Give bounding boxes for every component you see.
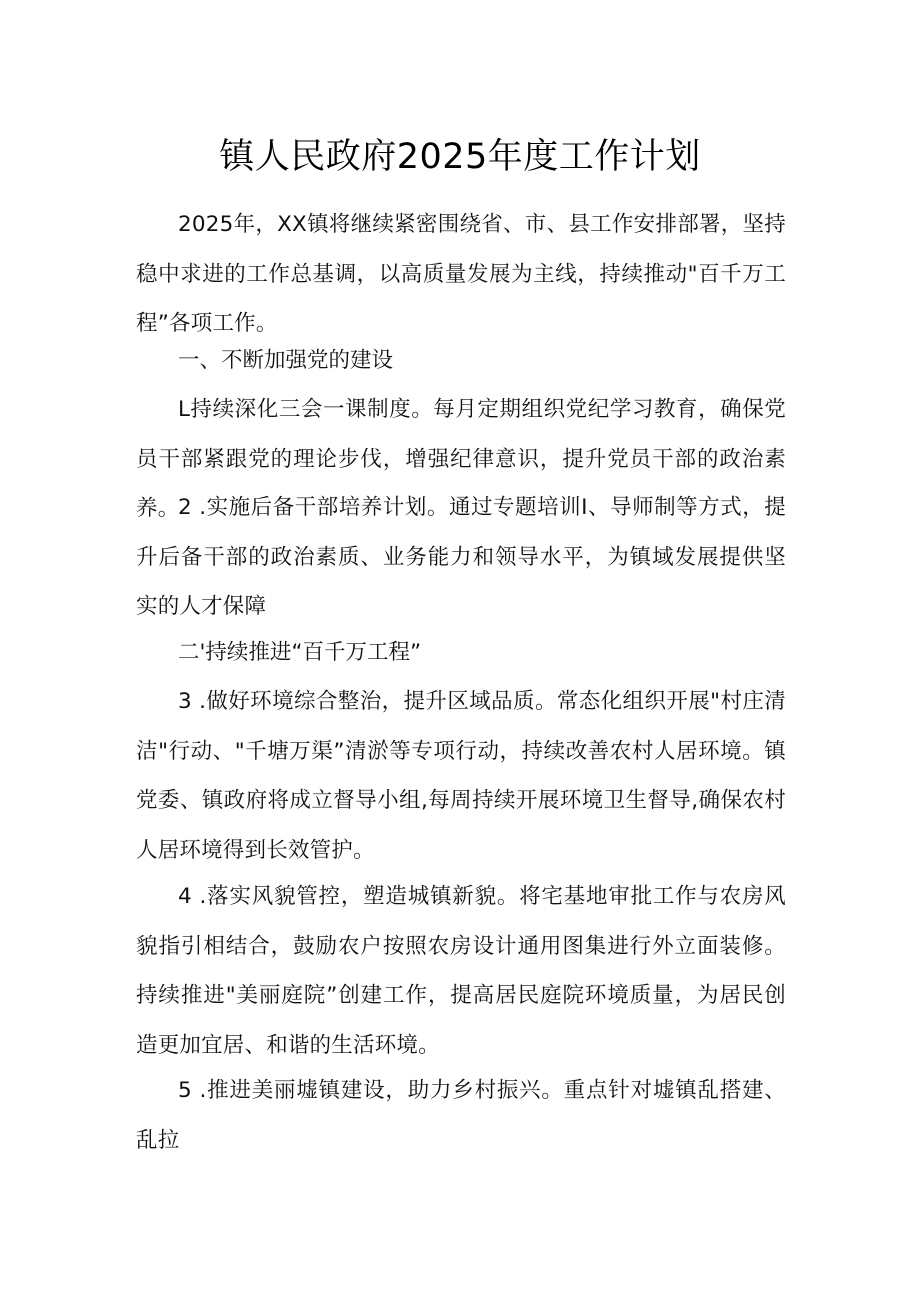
section-heading-party-building: 一、不断加强党的建设 — [178, 348, 394, 373]
item-1-paragraph: L持续深化三会一课制度。每月定期组织党纪学习教育，确保党员干部紧跟党的理论步伐，增强纪律意识，提升党员干部的政治素养。 — [136, 397, 786, 522]
item-3-paragraph: 3 .做好环境综合整治，提升区域品质。常态化组织开展"村庄清洁"行动、"千塘万渠”清淤等专项行动，持续改善农村人居环境。镇党委、镇政府将成立督导小组,每周持续开展环境卫生督导,确保农村人居环境得到长效管护。 — [136, 689, 786, 863]
intro-paragraph: 2025年，XX镇将继续紧密围绕省、市、县工作安排部署，坚持稳中求进的工作总基调，以高质量发展为主线，持续推动"百千万工程”各项工作。 — [136, 212, 786, 337]
section-heading-project: 二'持续推进“百千万工程” — [178, 640, 422, 665]
item-2-paragraph: 2 .实施后备干部培养计划。通过专题培训I、导师制等方式，提升后备干部的政治素质、业务能力和领导水平，为镇域发展提供坚实的人才保障 — [136, 495, 786, 620]
document-title: 镇人民政府2025年度工作计划 — [219, 137, 701, 177]
item-4-paragraph: 4 .落实风貌管控，塑造城镇新貌。将宅基地审批工作与农房风貌指引相结合，鼓励农户按照农房设计通用图集进行外立面装修。持续推进"美丽庭院”创建工作，提高居民庭院环境质量，为居民创造更加宜居、和谐的生活环境。 — [136, 884, 786, 1058]
item-5-paragraph: 5 .推进美丽墟镇建设，助力乡村振兴。重点针对墟镇乱搭建、乱拉 — [136, 1078, 786, 1153]
